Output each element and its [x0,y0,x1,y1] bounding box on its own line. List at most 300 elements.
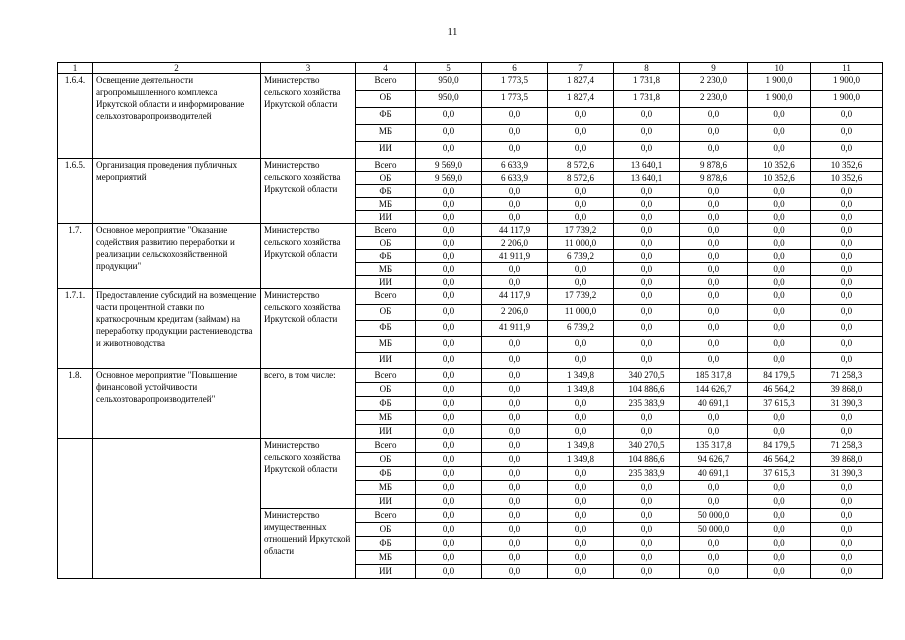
amount-cell: 0,0 [548,523,614,537]
amount-cell: 0,0 [680,321,748,337]
funding-source: Всего [356,74,416,91]
amount-cell: 0,0 [416,305,482,321]
amount-cell: 0,0 [416,276,482,289]
amount-cell: 0,0 [482,142,548,159]
amount-cell: 0,0 [416,397,482,411]
amount-cell: 0,0 [482,276,548,289]
executor: всего, в том числе: [261,369,356,439]
column-header: 9 [680,63,748,74]
amount-cell: 0,0 [482,467,548,481]
amount-cell: 0,0 [614,224,680,237]
funding-source: ОБ [356,172,416,185]
amount-cell: 0,0 [548,185,614,198]
executor: Министерство сельского хозяйства Иркутской области [261,439,356,509]
table-body [58,74,883,579]
amount-cell: 0,0 [811,305,883,321]
funding-source: ФБ [356,108,416,125]
amount-cell: 1 900,0 [748,74,811,91]
amount-cell: 0,0 [416,467,482,481]
amount-cell: 0,0 [680,198,748,211]
amount-cell: 0,0 [548,337,614,353]
amount-cell: 0,0 [614,142,680,159]
amount-cell: 41 911,9 [482,321,548,337]
amount-cell: 9 878,6 [680,172,748,185]
funding-source: ФБ [356,397,416,411]
funding-source: ОБ [356,237,416,250]
amount-cell: 0,0 [548,397,614,411]
amount-cell: 1 900,0 [811,74,883,91]
funding-source: МБ [356,411,416,425]
funding-source: МБ [356,337,416,353]
amount-cell: 0,0 [748,263,811,276]
amount-cell: 0,0 [811,276,883,289]
funding-source: ОБ [356,91,416,108]
amount-cell: 0,0 [482,439,548,453]
amount-cell: 0,0 [614,276,680,289]
amount-cell: 0,0 [614,509,680,523]
amount-cell: 41 911,9 [482,250,548,263]
amount-cell: 135 317,8 [680,439,748,453]
amount-cell: 0,0 [748,537,811,551]
amount-cell: 0,0 [482,495,548,509]
amount-cell: 0,0 [482,263,548,276]
amount-cell: 31 390,3 [811,397,883,411]
amount-cell: 2 230,0 [680,91,748,108]
amount-cell: 0,0 [416,211,482,224]
amount-cell: 0,0 [482,481,548,495]
amount-cell: 0,0 [680,305,748,321]
funding-source: ИИ [356,495,416,509]
amount-cell: 6 739,2 [548,250,614,263]
amount-cell: 8 572,6 [548,172,614,185]
amount-cell: 6 633,9 [482,159,548,172]
amount-cell: 1 731,8 [614,74,680,91]
amount-cell: 0,0 [614,125,680,142]
amount-cell: 9 878,6 [680,159,748,172]
executor: Министерство имущественных отношений Иркутской области [261,509,356,579]
amount-cell: 9 569,0 [416,172,482,185]
amount-cell: 340 270,5 [614,439,680,453]
amount-cell: 0,0 [482,125,548,142]
amount-cell: 0,0 [482,383,548,397]
amount-cell: 0,0 [614,108,680,125]
amount-cell: 0,0 [614,211,680,224]
amount-cell: 0,0 [811,411,883,425]
amount-cell: 6 739,2 [548,321,614,337]
amount-cell: 0,0 [614,237,680,250]
amount-cell: 0,0 [416,495,482,509]
amount-cell: 0,0 [748,185,811,198]
amount-cell: 0,0 [614,321,680,337]
amount-cell: 0,0 [482,425,548,439]
executor: Министерство сельского хозяйства Иркутской области [261,224,356,289]
amount-cell: 0,0 [416,125,482,142]
amount-cell: 0,0 [482,353,548,369]
amount-cell: 0,0 [748,250,811,263]
column-header: 2 [93,63,261,74]
funding-source: Всего [356,289,416,305]
amount-cell: 0,0 [811,250,883,263]
amount-cell: 46 564,2 [748,383,811,397]
amount-cell: 0,0 [680,425,748,439]
amount-cell: 0,0 [482,509,548,523]
executor: Министерство сельского хозяйства Иркутской области [261,74,356,159]
amount-cell: 0,0 [548,353,614,369]
amount-cell: 0,0 [548,125,614,142]
amount-cell: 0,0 [748,509,811,523]
amount-cell: 0,0 [548,481,614,495]
amount-cell: 0,0 [811,185,883,198]
amount-cell: 0,0 [748,337,811,353]
amount-cell: 0,0 [416,453,482,467]
amount-cell: 0,0 [748,495,811,509]
funding-source: ФБ [356,185,416,198]
funding-source: ИИ [356,276,416,289]
item-code: 1.7.1. [58,289,93,369]
amount-cell: 0,0 [614,411,680,425]
amount-cell: 10 352,6 [811,172,883,185]
amount-cell: 0,0 [748,237,811,250]
amount-cell: 0,0 [680,263,748,276]
amount-cell: 0,0 [811,337,883,353]
amount-cell: 0,0 [548,467,614,481]
amount-cell: 0,0 [680,289,748,305]
amount-cell: 0,0 [811,198,883,211]
amount-cell: 0,0 [811,425,883,439]
amount-cell: 8 572,6 [548,159,614,172]
amount-cell: 0,0 [811,523,883,537]
amount-cell: 11 000,0 [548,305,614,321]
amount-cell: 340 270,5 [614,369,680,383]
amount-cell: 0,0 [748,108,811,125]
column-header: 11 [811,63,883,74]
amount-cell: 185 317,8 [680,369,748,383]
amount-cell: 0,0 [748,305,811,321]
amount-cell: 1 773,5 [482,74,548,91]
amount-cell: 0,0 [748,142,811,159]
amount-cell: 0,0 [614,198,680,211]
amount-cell: 44 117,9 [482,289,548,305]
amount-cell: 0,0 [416,289,482,305]
column-header: 6 [482,63,548,74]
amount-cell: 0,0 [811,289,883,305]
amount-cell: 0,0 [811,237,883,250]
amount-cell: 1 349,8 [548,439,614,453]
funding-source: Всего [356,159,416,172]
column-header: 7 [548,63,614,74]
amount-cell: 0,0 [416,321,482,337]
amount-cell: 0,0 [482,565,548,579]
amount-cell: 144 626,7 [680,383,748,397]
amount-cell: 0,0 [748,211,811,224]
amount-cell: 0,0 [680,537,748,551]
amount-cell: 0,0 [748,321,811,337]
amount-cell: 0,0 [680,250,748,263]
funding-source: ИИ [356,211,416,224]
amount-cell: 950,0 [416,91,482,108]
page-number: 11 [447,27,458,38]
executor: Министерство сельского хозяйства Иркутской области [261,159,356,224]
funding-source: МБ [356,125,416,142]
amount-cell: 40 691,1 [680,397,748,411]
amount-cell: 0,0 [811,211,883,224]
amount-cell: 0,0 [614,565,680,579]
amount-cell: 104 886,6 [614,383,680,397]
amount-cell: 0,0 [482,523,548,537]
amount-cell: 0,0 [416,198,482,211]
amount-cell: 0,0 [748,481,811,495]
amount-cell: 0,0 [548,425,614,439]
amount-cell: 84 179,5 [748,369,811,383]
amount-cell: 10 352,6 [748,159,811,172]
table-row [58,369,883,383]
amount-cell: 0,0 [416,551,482,565]
item-name: Освещение деятельности агропромышленного комплекса Иркутской области и информирование сельхозтоваропроизводителей [93,74,261,159]
amount-cell: 0,0 [416,425,482,439]
amount-cell: 0,0 [482,411,548,425]
amount-cell: 0,0 [748,276,811,289]
funding-source: ИИ [356,353,416,369]
amount-cell: 44 117,9 [482,224,548,237]
amount-cell: 0,0 [614,523,680,537]
amount-cell: 1 349,8 [548,369,614,383]
item-name: Основное мероприятие "Повышение финансовой устойчивости сельхозтоваропроизводителей" [93,369,261,439]
amount-cell: 6 633,9 [482,172,548,185]
item-code: 1.6.4. [58,74,93,159]
amount-cell: 0,0 [548,411,614,425]
amount-cell: 0,0 [680,337,748,353]
funding-table [57,62,883,579]
amount-cell: 1 900,0 [748,91,811,108]
executor: Министерство сельского хозяйства Иркутской области [261,289,356,369]
amount-cell: 0,0 [614,495,680,509]
amount-cell: 0,0 [748,565,811,579]
amount-cell: 0,0 [614,551,680,565]
amount-cell: 0,0 [482,337,548,353]
funding-source: ФБ [356,321,416,337]
amount-cell: 0,0 [548,551,614,565]
amount-cell: 0,0 [416,185,482,198]
amount-cell: 0,0 [811,125,883,142]
amount-cell: 0,0 [548,108,614,125]
item-name: Основное мероприятие "Оказание содействия развитию переработки и реализации сельскохозяйственной продукции" [93,224,261,289]
amount-cell: 0,0 [680,551,748,565]
amount-cell: 1 900,0 [811,91,883,108]
amount-cell: 0,0 [811,108,883,125]
funding-source: МБ [356,551,416,565]
amount-cell: 0,0 [416,263,482,276]
amount-cell: 94 626,7 [680,453,748,467]
amount-cell: 0,0 [811,537,883,551]
amount-cell: 0,0 [416,237,482,250]
amount-cell: 0,0 [548,198,614,211]
amount-cell: 0,0 [748,425,811,439]
funding-source: ФБ [356,537,416,551]
amount-cell: 0,0 [482,369,548,383]
amount-cell: 0,0 [680,565,748,579]
amount-cell: 0,0 [416,383,482,397]
amount-cell: 0,0 [680,224,748,237]
amount-cell: 10 352,6 [748,172,811,185]
header-row [58,63,883,74]
amount-cell: 0,0 [811,565,883,579]
amount-cell: 0,0 [748,411,811,425]
amount-cell: 39 868,0 [811,383,883,397]
amount-cell: 0,0 [811,495,883,509]
amount-cell: 0,0 [482,185,548,198]
funding-source: ИИ [356,142,416,159]
funding-source: ОБ [356,453,416,467]
amount-cell: 84 179,5 [748,439,811,453]
amount-cell: 0,0 [680,237,748,250]
amount-cell: 0,0 [482,108,548,125]
amount-cell: 0,0 [811,321,883,337]
amount-cell: 1 731,8 [614,91,680,108]
amount-cell: 0,0 [748,551,811,565]
funding-source: ОБ [356,383,416,397]
amount-cell: 0,0 [680,185,748,198]
amount-cell: 11 000,0 [548,237,614,250]
amount-cell: 0,0 [811,353,883,369]
amount-cell: 0,0 [548,263,614,276]
amount-cell: 1 349,8 [548,383,614,397]
amount-cell: 0,0 [748,224,811,237]
amount-cell: 0,0 [614,337,680,353]
funding-source: Всего [356,224,416,237]
amount-cell: 0,0 [680,108,748,125]
amount-cell: 9 569,0 [416,159,482,172]
amount-cell: 0,0 [416,224,482,237]
funding-source: МБ [356,263,416,276]
funding-source: ФБ [356,250,416,263]
amount-cell: 0,0 [614,353,680,369]
item-name: Организация проведения публичных мероприятий [93,159,261,224]
amount-cell: 0,0 [416,481,482,495]
amount-cell: 13 640,1 [614,172,680,185]
funding-source: МБ [356,481,416,495]
amount-cell: 0,0 [416,411,482,425]
table-row [58,74,883,91]
amount-cell: 0,0 [416,337,482,353]
amount-cell: 0,0 [416,142,482,159]
funding-source: ИИ [356,565,416,579]
amount-cell: 0,0 [680,211,748,224]
item-name [93,439,261,579]
amount-cell: 0,0 [614,425,680,439]
amount-cell: 50 000,0 [680,523,748,537]
amount-cell: 0,0 [416,509,482,523]
column-header: 5 [416,63,482,74]
amount-cell: 10 352,6 [811,159,883,172]
amount-cell: 46 564,2 [748,453,811,467]
funding-source: Всего [356,439,416,453]
item-code: 1.6.5. [58,159,93,224]
amount-cell: 0,0 [482,453,548,467]
amount-cell: 0,0 [548,276,614,289]
funding-source: МБ [356,198,416,211]
amount-cell: 0,0 [680,411,748,425]
amount-cell: 950,0 [416,74,482,91]
column-header: 4 [356,63,416,74]
amount-cell: 17 739,2 [548,289,614,305]
amount-cell: 13 640,1 [614,159,680,172]
amount-cell: 0,0 [811,551,883,565]
amount-cell: 0,0 [548,509,614,523]
amount-cell: 0,0 [748,523,811,537]
amount-cell: 2 206,0 [482,237,548,250]
amount-cell: 0,0 [548,211,614,224]
amount-cell: 0,0 [482,397,548,411]
amount-cell: 0,0 [416,353,482,369]
amount-cell: 1 773,5 [482,91,548,108]
column-header: 8 [614,63,680,74]
amount-cell: 0,0 [811,481,883,495]
amount-cell: 0,0 [614,481,680,495]
funding-source: Всего [356,509,416,523]
amount-cell: 37 615,3 [748,467,811,481]
amount-cell: 0,0 [548,142,614,159]
amount-cell: 0,0 [548,537,614,551]
amount-cell: 1 349,8 [548,453,614,467]
table-row [58,439,883,453]
funding-source: Всего [356,369,416,383]
column-header: 1 [58,63,93,74]
amount-cell: 0,0 [614,537,680,551]
amount-cell: 0,0 [416,439,482,453]
amount-cell: 0,0 [548,495,614,509]
amount-cell: 71 258,3 [811,369,883,383]
amount-cell: 0,0 [416,565,482,579]
amount-cell: 0,0 [416,369,482,383]
amount-cell: 0,0 [614,250,680,263]
amount-cell: 0,0 [416,523,482,537]
table-row [58,289,883,305]
amount-cell: 0,0 [416,250,482,263]
amount-cell: 0,0 [748,289,811,305]
amount-cell: 0,0 [614,263,680,276]
amount-cell: 0,0 [811,263,883,276]
amount-cell: 0,0 [680,495,748,509]
item-name: Предоставление субсидий на возмещение части процентной ставки по краткосрочным кредитам (займам) на переработку продукции растениеводства и животноводства [93,289,261,369]
amount-cell: 17 739,2 [548,224,614,237]
amount-cell: 0,0 [748,125,811,142]
column-header: 3 [261,63,356,74]
amount-cell: 1 827,4 [548,74,614,91]
amount-cell: 0,0 [680,481,748,495]
amount-cell: 0,0 [614,185,680,198]
item-code: 1.7. [58,224,93,289]
amount-cell: 2 206,0 [482,305,548,321]
amount-cell: 0,0 [680,276,748,289]
amount-cell: 1 827,4 [548,91,614,108]
amount-cell: 40 691,1 [680,467,748,481]
amount-cell: 235 383,9 [614,397,680,411]
amount-cell: 50 000,0 [680,509,748,523]
column-header: 10 [748,63,811,74]
amount-cell: 39 868,0 [811,453,883,467]
amount-cell: 0,0 [811,509,883,523]
amount-cell: 0,0 [482,198,548,211]
amount-cell: 0,0 [482,211,548,224]
item-code: 1.8. [58,369,93,439]
amount-cell: 0,0 [748,353,811,369]
amount-cell: 31 390,3 [811,467,883,481]
funding-source: ОБ [356,523,416,537]
table-row [58,224,883,237]
amount-cell: 2 230,0 [680,74,748,91]
funding-source: ОБ [356,305,416,321]
amount-cell: 0,0 [748,198,811,211]
